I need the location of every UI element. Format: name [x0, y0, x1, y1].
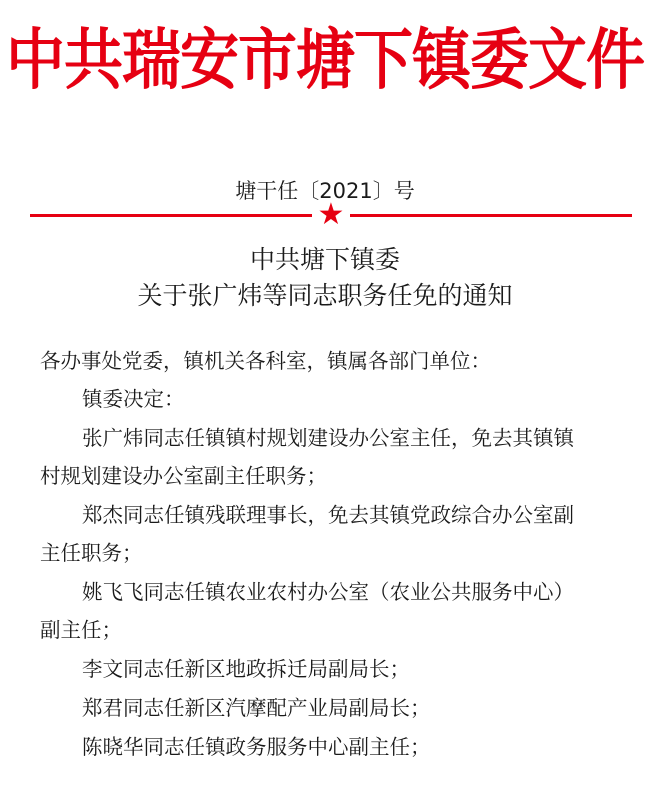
- appointment-3-line-2: 副主任；: [40, 618, 122, 642]
- document-number: 塘干任〔2021〕号: [235, 179, 415, 203]
- appointment-1-line-1: 张广炜同志任镇镇村规划建设办公室主任，免去其镇镇: [82, 426, 574, 450]
- appointment-1-line-2: 村规划建设办公室副主任职务；: [40, 464, 327, 488]
- appointment-2-line-2: 主任职务；: [40, 541, 143, 565]
- document-header-title: 中共瑞安市塘下镇委文件: [5, 21, 644, 99]
- salutation: 各办事处党委，镇机关各科室，镇属各部门单位：: [40, 349, 491, 373]
- appointment-3-line-1: 姚飞飞同志任镇农业农村办公室（农业公共服务中心）: [82, 580, 574, 604]
- notice-title-line-1: 中共塘下镇委: [249, 245, 400, 274]
- appointment-5: 郑君同志任新区汽摩配产业局副局长；: [82, 696, 431, 720]
- decision-intro: 镇委决定：: [82, 387, 185, 411]
- appointment-6: 陈晓华同志任镇政务服务中心副主任；: [82, 735, 431, 759]
- red-divider-left: [30, 214, 312, 217]
- appointment-2-line-1: 郑杰同志任镇残联理事长，免去其镇党政综合办公室副: [82, 503, 574, 527]
- notice-title-line-2: 关于张广炜等同志职务任免的通知: [137, 281, 513, 310]
- star-icon: ★: [317, 197, 345, 232]
- appointment-4: 李文同志任新区地政拆迁局副局长；: [82, 657, 410, 681]
- red-divider-right: [350, 214, 632, 217]
